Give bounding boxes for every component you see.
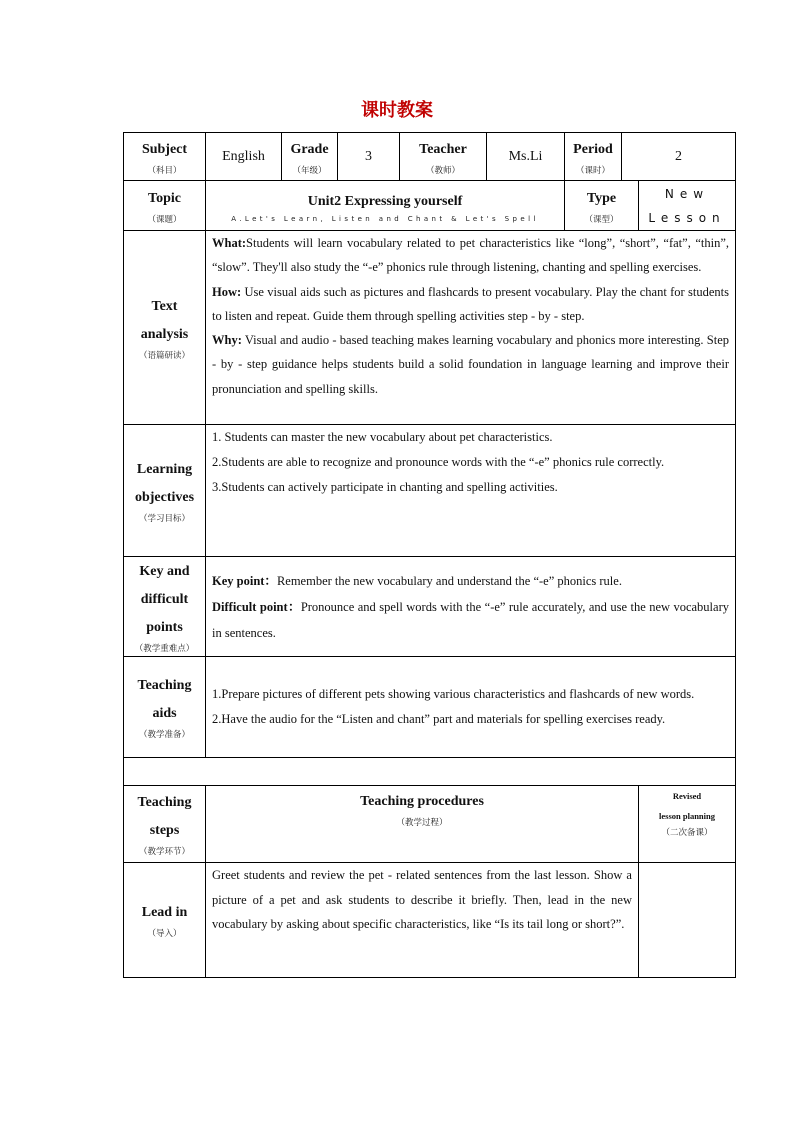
key-points-row: [124, 557, 736, 657]
procedures-label: Teaching procedures: [360, 794, 484, 809]
learning-objectives-label-cell: [124, 425, 206, 557]
topic-subtitle: A.Let's Learn, Listen and Chant & Let's Spell: [231, 215, 539, 223]
lead-in-label: Lead in: [141, 905, 188, 920]
lead-in-text: Greet students and review the pet - related sentences from the last lesson. Show a picture of a pet and ask students to describe it briefly. Then, lead in the new vocabulary by asking about specific characteristics, like “Is its tail long or short?”.: [212, 868, 632, 931]
teacher-label-zh: （教师）: [425, 165, 460, 176]
text-analysis-label-2: analysis: [140, 326, 189, 342]
learning-objectives-label-zh: （学习目标）: [138, 513, 190, 524]
text-analysis-content: [206, 231, 736, 425]
header-row: [124, 133, 736, 181]
type-label-cell: [565, 181, 639, 231]
period-value: 2: [622, 133, 736, 181]
lead-in-content: [206, 863, 639, 978]
text-analysis-label-zh: （语篇研读）: [138, 350, 190, 361]
teaching-aids-label-cell: [124, 657, 206, 758]
type-label: Type: [586, 190, 617, 206]
key-points-label-cell: [124, 557, 206, 657]
teaching-aids-label-1: Teaching: [137, 678, 192, 693]
revised-label-zh: （二次备课）: [661, 828, 713, 838]
learning-objectives-label-1: Learning: [136, 461, 193, 477]
revised-label-2: lesson planning: [659, 811, 715, 821]
topic-title: Unit2 Expressing yourself: [307, 194, 463, 209]
difficult-point-text: Pronounce and spell words with the “-e” rule accurately, and use the new vocabulary in sentences.: [212, 599, 729, 640]
objective-item: 2.Students are able to recognize and pronounce words with the “-e” phonics rule correctly.: [212, 455, 665, 469]
what-paragraph: [212, 231, 729, 280]
key-points-label-zh: （教学重难点）: [134, 643, 195, 654]
difficult-point-paragraph: [212, 594, 729, 646]
teaching-steps-label-cell: [124, 786, 206, 863]
difficult-point-label: Difficult point：: [212, 599, 301, 614]
objective-item: 3.Students can actively participate in chanting and spelling activities.: [212, 480, 558, 494]
teaching-steps-label-zh: （教学环节）: [138, 847, 190, 857]
key-points-label-2: difficult: [140, 591, 189, 607]
lead-in-row: [124, 863, 736, 978]
learning-objectives-content: [206, 425, 736, 557]
subject-label-cell: [124, 133, 206, 181]
period-label-zh: （课时）: [575, 165, 610, 176]
how-text: Use visual aids such as pictures and flashcards to present vocabulary. Play the chant for students to listen and repeat. Guide them through spelling activities step - by - step.: [212, 284, 729, 323]
teaching-steps-label-2: steps: [149, 823, 180, 838]
period-label-cell: [565, 133, 622, 181]
teaching-steps-label-1: Teaching: [137, 795, 192, 810]
learning-objectives-row: [124, 425, 736, 557]
revised-label-1: Revised: [672, 791, 702, 801]
topic-content-cell: [206, 181, 565, 231]
key-point-label: Key point：: [212, 573, 277, 588]
procedures-header-row: [124, 786, 736, 863]
topic-label-zh: （课题）: [147, 214, 182, 225]
learning-objectives-label-2: objectives: [134, 489, 195, 505]
subject-value: English: [206, 133, 282, 181]
teacher-value: Ms.Li: [487, 133, 565, 181]
procedures-label-cell: [206, 786, 639, 863]
lead-in-revised: [639, 863, 736, 978]
what-label: What:: [212, 236, 247, 250]
aid-item: 1.Prepare pictures of different pets showing various characteristics and flashcards of new words.: [212, 687, 695, 701]
why-label: Why:: [212, 333, 242, 348]
aid-item: 2.Have the audio for the “Listen and chant” part and materials for spelling exercises ready.: [212, 712, 666, 726]
type-value: New Lesson: [639, 181, 736, 231]
text-analysis-label-cell: [124, 231, 206, 425]
grade-label-zh: （年级）: [292, 165, 327, 176]
period-label: Period: [573, 141, 613, 157]
grade-label-cell: [282, 133, 338, 181]
topic-label: Topic: [148, 190, 181, 206]
subject-label-zh: （科目）: [147, 165, 182, 176]
text-analysis-row: [124, 231, 736, 425]
grade-value: 3: [338, 133, 400, 181]
how-label: How:: [212, 284, 242, 299]
topic-row: [124, 181, 736, 231]
lead-in-label-cell: [124, 863, 206, 978]
key-points-label-1: Key and: [139, 563, 190, 579]
grade-label: Grade: [290, 141, 329, 157]
subject-label: Subject: [141, 141, 188, 157]
key-point-text: Remember the new vocabulary and understand the “-e” phonics rule.: [276, 573, 622, 588]
what-text: Students will learn vocabulary related to pet characteristics like “long”, “short”, “fat”, “thin”, “slow”. They'll also study the “-e” phonics rule through listening, chanting and spelling exercises.: [212, 236, 729, 275]
teacher-label: Teacher: [419, 141, 467, 157]
blank-cell: [124, 758, 736, 786]
blank-row: [124, 758, 736, 786]
why-text: Visual and audio - based teaching makes learning vocabulary and phonics more interesting. Step - by - step guidance helps students build a solid foundation in language learning and improve their pronunciation and spelling skills.: [212, 333, 729, 396]
topic-label-cell: [124, 181, 206, 231]
lead-in-label-zh: （导入）: [147, 929, 182, 939]
why-paragraph: [212, 328, 729, 401]
objective-item: 1. Students can master the new vocabulary about pet characteristics.: [212, 430, 553, 444]
key-points-content: [206, 557, 736, 657]
document-title: 课时教案: [361, 100, 433, 121]
type-label-zh: （课型）: [584, 214, 619, 225]
teaching-aids-content: [206, 657, 736, 758]
revised-label-cell: [639, 786, 736, 863]
lesson-plan-table: [123, 132, 736, 978]
key-points-label-3: points: [146, 619, 183, 635]
teaching-aids-label-zh: （教学准备）: [138, 730, 190, 740]
teacher-label-cell: [400, 133, 487, 181]
procedures-label-zh: （教学过程）: [396, 818, 448, 828]
text-analysis-label-1: Text: [151, 298, 178, 314]
teaching-aids-label-2: aids: [152, 706, 177, 721]
teaching-aids-row: [124, 657, 736, 758]
key-point-paragraph: [212, 568, 729, 594]
how-paragraph: [212, 280, 729, 329]
